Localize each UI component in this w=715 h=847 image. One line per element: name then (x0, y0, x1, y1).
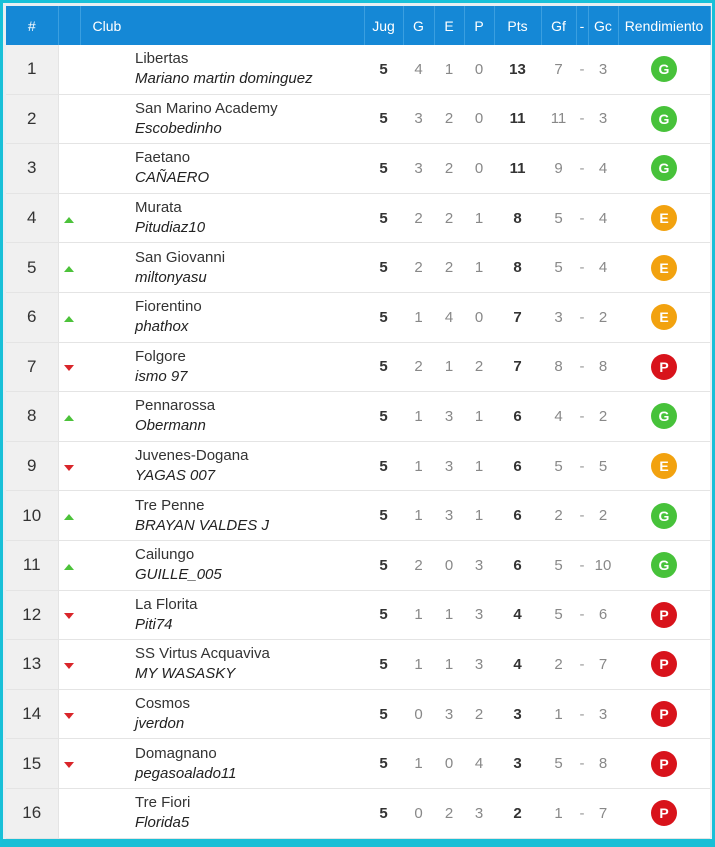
points-cell: 6 (494, 392, 541, 442)
trend-down-icon (64, 465, 74, 471)
manager-name[interactable]: ismo 97 (135, 367, 188, 385)
team-name[interactable]: Cosmos (135, 695, 191, 713)
position-cell: 15 (6, 739, 58, 789)
points-cell: 8 (494, 243, 541, 293)
trend-up-icon (64, 415, 74, 421)
performance-badge: E (651, 304, 677, 330)
goals-separator: - (576, 590, 588, 640)
goals-against-cell: 4 (588, 243, 618, 293)
goals-for-cell: 9 (541, 144, 576, 194)
team-name[interactable]: Pennarossa (135, 397, 216, 415)
header-played[interactable]: Jug (364, 6, 403, 45)
team-name[interactable]: Juvenes-Dogana (135, 447, 249, 465)
drawn-cell: 1 (434, 45, 464, 94)
goals-for-cell: 2 (541, 491, 576, 541)
performance-badge: G (651, 552, 677, 578)
table-row[interactable] (6, 441, 710, 491)
goals-against-cell: 2 (588, 491, 618, 541)
team-name[interactable]: La Florita (135, 595, 198, 613)
lost-cell: 0 (464, 45, 494, 94)
performance-badge: P (651, 800, 677, 826)
won-cell: 0 (403, 788, 434, 838)
performance-badge: E (651, 205, 677, 231)
performance-cell (618, 45, 710, 94)
trend-up-icon (64, 514, 74, 520)
position-cell: 6 (6, 292, 58, 342)
performance-cell (618, 788, 710, 838)
goals-for-cell: 5 (541, 193, 576, 243)
won-cell: 2 (403, 243, 434, 293)
drawn-cell: 4 (434, 292, 464, 342)
drawn-cell: 1 (434, 640, 464, 690)
club-cell[interactable] (80, 243, 364, 293)
team-name[interactable]: San Marino Academy (135, 99, 278, 117)
table-row[interactable] (6, 342, 710, 392)
manager-name[interactable]: Escobedinho (135, 119, 222, 137)
performance-cell (618, 491, 710, 541)
trend-cell (58, 739, 80, 789)
goals-separator: - (576, 540, 588, 590)
team-name[interactable]: Libertas (135, 50, 189, 68)
performance-cell (618, 441, 710, 491)
goals-for-cell: 7 (541, 45, 576, 94)
goals-separator: - (576, 640, 588, 690)
won-cell: 1 (403, 590, 434, 640)
points-cell: 2 (494, 788, 541, 838)
header-trend (58, 6, 80, 45)
goals-against-cell: 4 (588, 144, 618, 194)
trend-up-icon (64, 564, 74, 570)
won-cell: 1 (403, 640, 434, 690)
club-cell[interactable] (80, 342, 364, 392)
goals-separator: - (576, 342, 588, 392)
position-cell: 7 (6, 342, 58, 392)
trend-cell (58, 243, 80, 293)
won-cell: 0 (403, 689, 434, 739)
manager-name[interactable]: phathox (135, 318, 189, 336)
trend-up-icon (64, 266, 74, 272)
drawn-cell: 3 (434, 441, 464, 491)
team-name[interactable]: Murata (135, 199, 182, 217)
goals-against-cell: 3 (588, 45, 618, 94)
trend-cell (58, 292, 80, 342)
performance-badge: G (651, 56, 677, 82)
drawn-cell: 2 (434, 193, 464, 243)
goals-for-cell: 5 (541, 540, 576, 590)
performance-badge: P (651, 701, 677, 727)
goals-for-cell: 5 (541, 243, 576, 293)
performance-badge: E (651, 255, 677, 281)
goals-separator: - (576, 45, 588, 94)
team-name[interactable]: Folgore (135, 347, 186, 365)
table-row[interactable] (6, 193, 710, 243)
position-cell: 16 (6, 788, 58, 838)
manager-name[interactable]: Piti74 (135, 615, 173, 633)
team-name[interactable]: Tre Penne (135, 496, 205, 514)
position-cell: 8 (6, 392, 58, 442)
performance-cell (618, 193, 710, 243)
header-lost[interactable]: P (464, 6, 494, 45)
performance-badge: E (651, 453, 677, 479)
trend-down-icon (64, 613, 74, 619)
table-row[interactable] (6, 45, 710, 94)
drawn-cell: 3 (434, 491, 464, 541)
points-cell: 11 (494, 144, 541, 194)
played-cell: 5 (364, 45, 403, 94)
team-name[interactable]: Tre Fiori (135, 794, 191, 812)
position-cell: 3 (6, 144, 58, 194)
position-cell: 2 (6, 94, 58, 144)
trend-down-icon (64, 762, 74, 768)
table-row[interactable] (6, 540, 710, 590)
drawn-cell: 1 (434, 342, 464, 392)
manager-name[interactable]: Pitudiaz10 (135, 219, 206, 237)
position-cell: 14 (6, 689, 58, 739)
points-cell: 6 (494, 540, 541, 590)
table-row[interactable] (6, 243, 710, 293)
won-cell: 1 (403, 392, 434, 442)
table-row[interactable] (6, 491, 710, 541)
won-cell: 3 (403, 144, 434, 194)
performance-cell (618, 590, 710, 640)
club-cell[interactable] (80, 45, 364, 94)
table-row[interactable] (6, 144, 710, 194)
lost-cell: 2 (464, 689, 494, 739)
performance-badge: G (651, 106, 677, 132)
goals-separator: - (576, 243, 588, 293)
trend-down-icon (64, 663, 74, 669)
drawn-cell: 1 (434, 590, 464, 640)
drawn-cell: 0 (434, 739, 464, 789)
club-cell[interactable] (80, 144, 364, 194)
trend-cell (58, 193, 80, 243)
performance-cell (618, 243, 710, 293)
played-cell: 5 (364, 144, 403, 194)
header-drawn[interactable]: E (434, 6, 464, 45)
manager-name[interactable]: Florida5 (135, 814, 190, 832)
lost-cell: 4 (464, 739, 494, 789)
goals-against-cell: 10 (588, 540, 618, 590)
lost-cell: 1 (464, 193, 494, 243)
goals-against-cell: 2 (588, 292, 618, 342)
header-goals-for[interactable]: Gf (541, 6, 576, 45)
trend-down-icon (64, 365, 74, 371)
lost-cell: 3 (464, 590, 494, 640)
played-cell: 5 (364, 739, 403, 789)
goals-for-cell: 1 (541, 689, 576, 739)
goals-separator: - (576, 788, 588, 838)
won-cell: 1 (403, 441, 434, 491)
trend-cell (58, 491, 80, 541)
won-cell: 1 (403, 491, 434, 541)
table-row[interactable] (6, 640, 710, 690)
goals-separator: - (576, 441, 588, 491)
club-cell[interactable] (80, 392, 364, 442)
trend-down-icon (64, 713, 74, 719)
performance-cell (618, 342, 710, 392)
lost-cell: 3 (464, 640, 494, 690)
club-cell[interactable] (80, 491, 364, 541)
club-cell[interactable] (80, 788, 364, 838)
team-name[interactable]: Cailungo (135, 546, 195, 564)
points-cell: 4 (494, 640, 541, 690)
goals-against-cell: 8 (588, 739, 618, 789)
played-cell: 5 (364, 689, 403, 739)
won-cell: 2 (403, 193, 434, 243)
won-cell: 1 (403, 739, 434, 789)
trend-cell (58, 342, 80, 392)
trend-up-icon (64, 217, 74, 223)
club-cell[interactable] (80, 540, 364, 590)
lost-cell: 0 (464, 94, 494, 144)
goals-separator: - (576, 689, 588, 739)
goals-separator: - (576, 292, 588, 342)
performance-cell (618, 144, 710, 194)
played-cell: 5 (364, 94, 403, 144)
drawn-cell: 3 (434, 689, 464, 739)
club-cell[interactable] (80, 590, 364, 640)
drawn-cell: 2 (434, 243, 464, 293)
team-name[interactable]: Domagnano (135, 744, 217, 762)
lost-cell: 3 (464, 788, 494, 838)
performance-badge: P (651, 354, 677, 380)
goals-for-cell: 11 (541, 94, 576, 144)
played-cell: 5 (364, 441, 403, 491)
played-cell: 5 (364, 491, 403, 541)
goals-against-cell: 2 (588, 392, 618, 442)
goals-against-cell: 8 (588, 342, 618, 392)
goals-against-cell: 5 (588, 441, 618, 491)
header-goals-against[interactable]: Gc (588, 6, 618, 45)
header-position[interactable]: # (6, 6, 58, 45)
performance-cell (618, 739, 710, 789)
goals-separator: - (576, 94, 588, 144)
position-cell: 4 (6, 193, 58, 243)
header-points[interactable]: Pts (494, 6, 541, 45)
played-cell: 5 (364, 392, 403, 442)
goals-separator: - (576, 392, 588, 442)
performance-cell (618, 640, 710, 690)
played-cell: 5 (364, 243, 403, 293)
table-row[interactable] (6, 292, 710, 342)
performance-cell (618, 689, 710, 739)
trend-cell (58, 590, 80, 640)
won-cell: 2 (403, 342, 434, 392)
goals-against-cell: 6 (588, 590, 618, 640)
goals-for-cell: 5 (541, 441, 576, 491)
goals-for-cell: 4 (541, 392, 576, 442)
goals-against-cell: 3 (588, 689, 618, 739)
table-row[interactable] (6, 788, 710, 838)
position-cell: 12 (6, 590, 58, 640)
manager-name[interactable]: GUILLE_005 (135, 566, 222, 584)
points-cell: 11 (494, 94, 541, 144)
table-row[interactable] (6, 739, 710, 789)
goals-for-cell: 5 (541, 739, 576, 789)
team-name[interactable]: SS Virtus Acquaviva (135, 645, 270, 663)
points-cell: 3 (494, 689, 541, 739)
played-cell: 5 (364, 540, 403, 590)
goals-for-cell: 3 (541, 292, 576, 342)
trend-cell (58, 94, 80, 144)
club-cell[interactable] (80, 640, 364, 690)
drawn-cell: 2 (434, 788, 464, 838)
played-cell: 5 (364, 292, 403, 342)
lost-cell: 1 (464, 392, 494, 442)
manager-name[interactable]: MY WASASKY (135, 665, 236, 683)
won-cell: 2 (403, 540, 434, 590)
header-performance[interactable]: Rendimiento (618, 6, 710, 45)
manager-name[interactable]: Mariano martin dominguez (135, 70, 313, 88)
points-cell: 8 (494, 193, 541, 243)
lost-cell: 1 (464, 441, 494, 491)
table-header-row (6, 6, 710, 45)
position-cell: 5 (6, 243, 58, 293)
position-cell: 11 (6, 540, 58, 590)
team-name[interactable]: San Giovanni (135, 248, 226, 266)
trend-cell (58, 640, 80, 690)
lost-cell: 0 (464, 144, 494, 194)
points-cell: 3 (494, 739, 541, 789)
points-cell: 6 (494, 491, 541, 541)
club-cell[interactable] (80, 193, 364, 243)
performance-cell (618, 94, 710, 144)
goals-for-cell: 5 (541, 590, 576, 640)
drawn-cell: 3 (434, 392, 464, 442)
header-separator: - (576, 6, 588, 45)
played-cell: 5 (364, 640, 403, 690)
points-cell: 4 (494, 590, 541, 640)
manager-name[interactable]: jverdon (135, 715, 185, 733)
manager-name[interactable]: pegasoalado11 (135, 764, 237, 782)
played-cell: 5 (364, 193, 403, 243)
goals-against-cell: 3 (588, 94, 618, 144)
performance-badge: G (651, 503, 677, 529)
position-cell: 10 (6, 491, 58, 541)
trend-cell (58, 144, 80, 194)
position-cell: 1 (6, 45, 58, 94)
performance-badge: P (651, 602, 677, 628)
goals-for-cell: 8 (541, 342, 576, 392)
lost-cell: 1 (464, 491, 494, 541)
position-cell: 13 (6, 640, 58, 690)
club-cell[interactable] (80, 94, 364, 144)
goals-separator: - (576, 144, 588, 194)
points-cell: 7 (494, 342, 541, 392)
drawn-cell: 0 (434, 540, 464, 590)
won-cell: 1 (403, 292, 434, 342)
manager-name[interactable]: CAÑAERO (135, 169, 210, 187)
goals-separator: - (576, 193, 588, 243)
standings-table (6, 6, 711, 839)
header-club[interactable]: Club (80, 6, 364, 45)
performance-badge: G (651, 155, 677, 181)
club-cell[interactable] (80, 441, 364, 491)
header-won[interactable]: G (403, 6, 434, 45)
lost-cell: 2 (464, 342, 494, 392)
won-cell: 4 (403, 45, 434, 94)
drawn-cell: 2 (434, 144, 464, 194)
position-cell: 9 (6, 441, 58, 491)
team-name[interactable]: Faetano (135, 149, 191, 167)
trend-cell (58, 392, 80, 442)
manager-name[interactable]: YAGAS 007 (135, 467, 216, 485)
goals-separator: - (576, 739, 588, 789)
trend-cell (58, 689, 80, 739)
won-cell: 3 (403, 94, 434, 144)
goals-for-cell: 1 (541, 788, 576, 838)
performance-cell (618, 392, 710, 442)
points-cell: 7 (494, 292, 541, 342)
performance-badge: G (651, 403, 677, 429)
performance-badge: P (651, 651, 677, 677)
table-row[interactable] (6, 392, 710, 442)
lost-cell: 0 (464, 292, 494, 342)
table-row[interactable] (6, 94, 710, 144)
trend-cell (58, 788, 80, 838)
team-name[interactable]: Fiorentino (135, 298, 202, 316)
goals-for-cell: 2 (541, 640, 576, 690)
goals-against-cell: 7 (588, 640, 618, 690)
lost-cell: 1 (464, 243, 494, 293)
played-cell: 5 (364, 590, 403, 640)
trend-cell (58, 540, 80, 590)
performance-badge: P (651, 751, 677, 777)
club-cell[interactable] (80, 292, 364, 342)
goals-against-cell: 7 (588, 788, 618, 838)
club-cell[interactable] (80, 739, 364, 789)
drawn-cell: 2 (434, 94, 464, 144)
table-row[interactable] (6, 689, 710, 739)
trend-up-icon (64, 316, 74, 322)
performance-cell (618, 292, 710, 342)
trend-cell (58, 45, 80, 94)
table-row[interactable] (6, 590, 710, 640)
performance-cell (618, 540, 710, 590)
manager-name[interactable]: BRAYAN VALDES J (135, 516, 269, 534)
manager-name[interactable]: miltonyasu (135, 268, 207, 286)
goals-separator: - (576, 491, 588, 541)
trend-cell (58, 441, 80, 491)
manager-name[interactable]: Obermann (135, 417, 206, 435)
points-cell: 6 (494, 441, 541, 491)
played-cell: 5 (364, 788, 403, 838)
goals-against-cell: 4 (588, 193, 618, 243)
club-cell[interactable] (80, 689, 364, 739)
points-cell: 13 (494, 45, 541, 94)
lost-cell: 3 (464, 540, 494, 590)
played-cell: 5 (364, 342, 403, 392)
